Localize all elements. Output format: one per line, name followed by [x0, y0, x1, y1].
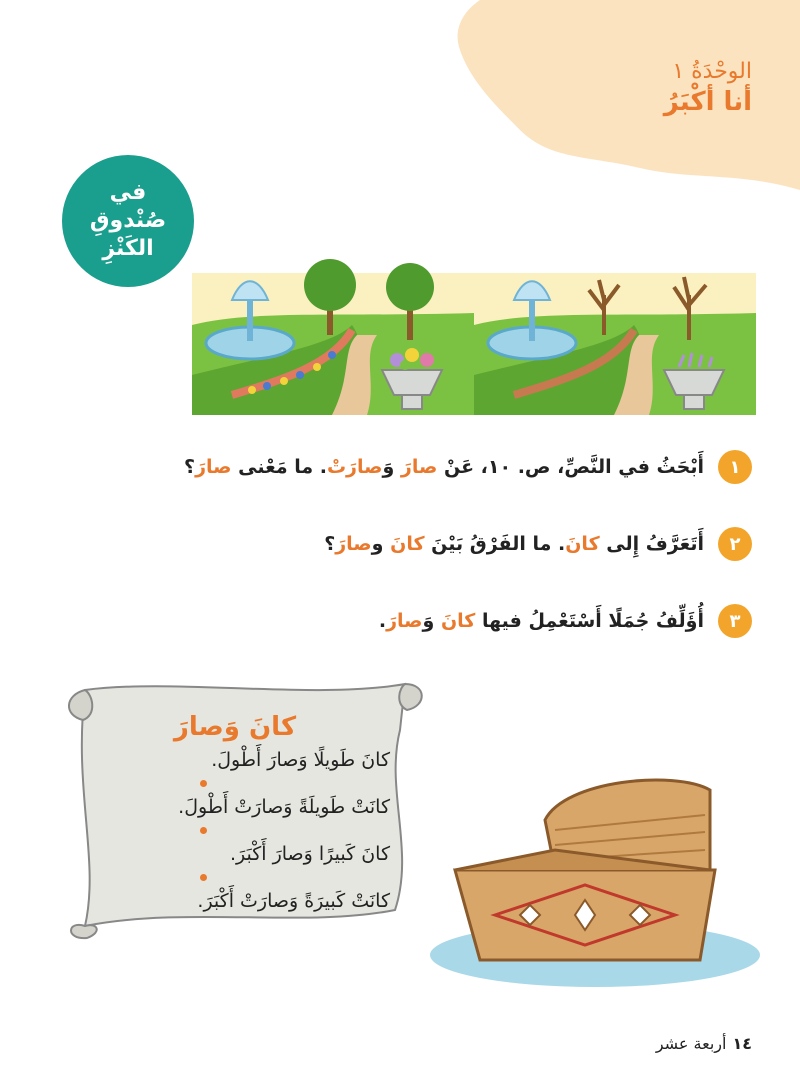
unit-title: أنا أكْبَرُ — [663, 87, 752, 117]
question-segment: . — [378, 610, 387, 632]
highlighted-word: صارَ — [386, 610, 423, 632]
question-2 — [324, 527, 752, 561]
question-number-badge: ٣ — [718, 604, 752, 638]
scroll-title: كانَ وَصارَ — [173, 712, 297, 742]
question-number-badge: ١ — [718, 450, 752, 484]
bullet-dot — [200, 874, 207, 881]
highlighted-word: صارَ — [335, 533, 372, 555]
question-segment: أَبْحَثُ في النَّصِّ، ص. ١٠، عَنْ — [437, 456, 704, 478]
badge-line-3: الكَنْزِ — [102, 236, 154, 261]
unit-label: الوحْدَةُ ١ — [672, 59, 752, 84]
bullet-dot — [200, 780, 207, 787]
question-segment: ؟ — [324, 533, 336, 555]
example-sentence: كانَ طَويلًا وَصارَ أَطْولَ. — [211, 749, 390, 771]
unit-header — [664, 58, 752, 118]
example-sentence: كانَ كَبيرًا وَصارَ أَكْبَرَ. — [229, 843, 390, 865]
treasure-box-badge — [62, 155, 194, 287]
question-1 — [184, 450, 752, 484]
question-segment: وَ — [382, 456, 401, 478]
highlighted-word: صارَ — [195, 456, 232, 478]
bullet-dot — [200, 827, 207, 834]
question-number-badge: ٢ — [718, 527, 752, 561]
page-number: ١٤ — [732, 1034, 752, 1053]
question-segment: . ما الفَرْقُ بَيْنَ — [424, 533, 566, 555]
highlighted-word: صارَ — [400, 456, 438, 478]
page-number-words: أربعة عشر — [655, 1034, 727, 1053]
highlighted-word: كانَ — [440, 610, 476, 632]
question-segment: و — [371, 533, 391, 555]
example-sentence: كانَتْ طَويلَةً وَصارَتْ أَطْولَ. — [178, 796, 390, 818]
highlighted-word: كانَ — [390, 533, 425, 555]
scroll-content — [80, 712, 390, 915]
question-segment: ؟ — [184, 456, 196, 478]
page-footer — [656, 1034, 752, 1053]
highlighted-word: كانَ — [565, 533, 600, 555]
question-3 — [379, 604, 752, 638]
question-segment: أَتَعَرَّفُ إِلى — [599, 533, 704, 555]
question-text — [324, 533, 704, 555]
garden-illustration-before — [474, 255, 756, 415]
example-sentence: كانَتْ كَبيرَةً وَصارَتْ أَكْبَرَ. — [197, 890, 390, 912]
question-text — [184, 456, 704, 478]
question-segment: . ما مَعْنى — [231, 456, 327, 478]
badge-line-1: في — [109, 180, 147, 205]
garden-illustration-after — [192, 255, 474, 415]
question-segment: وَ — [422, 610, 441, 632]
treasure-chest-illustration — [425, 760, 765, 990]
question-text — [379, 610, 704, 632]
badge-line-2: صُنْدوقِ — [89, 208, 167, 233]
question-segment: أُؤَلِّفُ جُمَلًا أَسْتَعْمِلُ فيها — [475, 610, 704, 632]
highlighted-word: صارَتْ — [326, 456, 383, 478]
